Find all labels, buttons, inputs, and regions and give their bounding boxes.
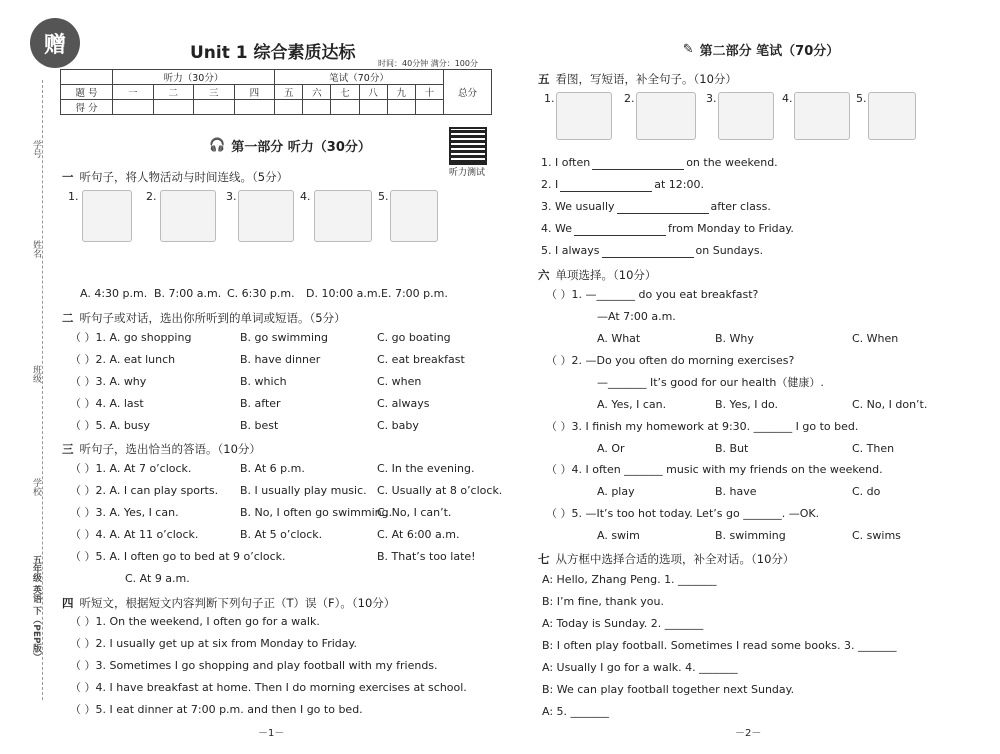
option-b: B. have dinner xyxy=(240,353,321,366)
question-item[interactable]: （ ）1. —_______ do you eat breakfast? xyxy=(546,288,759,301)
spine-xuehao: 学号 xyxy=(31,140,41,158)
sentence-end: on Sundays. xyxy=(695,244,764,257)
cleaning-room-image xyxy=(556,92,612,140)
option-a: A. Or xyxy=(597,442,625,455)
dialogue-line[interactable]: A: Today is Sunday. 2. _______ xyxy=(542,617,704,630)
option-c: C. At 6:00 a.m. xyxy=(377,528,460,541)
option-c: C. At 9 a.m. xyxy=(125,572,190,585)
kids-image xyxy=(160,190,216,242)
option-c: C. Usually at 8 o’clock. xyxy=(377,484,503,497)
question-item[interactable]: （ ）4. A. last xyxy=(70,397,144,410)
section-instruction: 从方框中选择合适的选项，补全对话。（10分） xyxy=(555,552,795,566)
spine-book: 五年级 英语 下（PEP版） xyxy=(31,555,41,662)
option-b: B. swimming xyxy=(715,529,786,542)
page-number: －2－ xyxy=(735,728,762,739)
section-number: 二 xyxy=(62,311,74,325)
answer-blank[interactable] xyxy=(560,181,652,192)
sentence-start: 4. We xyxy=(541,222,572,235)
section-number: 七 xyxy=(538,552,550,566)
spine-xuexiao: 学校 xyxy=(31,478,41,496)
sentence-start: 1. I often xyxy=(541,156,591,169)
option-c: C. In the evening. xyxy=(377,462,475,475)
section-6-heading xyxy=(538,268,656,282)
question-item[interactable]: （ ）4. I have breakfast at home. Then I do morning exercises at school. xyxy=(70,681,467,694)
picture-number: 5. xyxy=(378,190,389,203)
option-b: B. Yes, I do. xyxy=(715,398,779,411)
fill-sentence-1 xyxy=(541,156,778,170)
picture-number: 3. xyxy=(226,190,237,203)
option-a: A. swim xyxy=(597,529,640,542)
girl-reading-image xyxy=(82,190,132,242)
score-row-label: 题 号 xyxy=(61,85,113,100)
time-option: A. 4:30 p.m. xyxy=(80,287,148,300)
score-total-header: 总分 xyxy=(444,70,492,115)
score-cell[interactable] xyxy=(415,100,443,115)
score-cell[interactable] xyxy=(387,100,415,115)
score-col: 十 xyxy=(415,85,443,100)
section-number: 一 xyxy=(62,170,74,184)
section-instruction: 单项选择。（10分） xyxy=(555,268,657,282)
score-col: 六 xyxy=(303,85,331,100)
section-7-heading xyxy=(538,552,794,566)
score-cell[interactable] xyxy=(194,100,235,115)
dialogue-line: B: I’m fine, thank you. xyxy=(542,595,664,608)
page-number: －1－ xyxy=(258,728,285,739)
option-c: C. No, I can’t. xyxy=(377,506,452,519)
answer-blank[interactable] xyxy=(574,225,666,236)
score-col: 二 xyxy=(153,85,194,100)
option-b: B. which xyxy=(240,375,287,388)
headphones-icon: 🎧 xyxy=(209,138,226,153)
score-col: 四 xyxy=(234,85,275,100)
bedroom-image xyxy=(314,190,372,242)
section-instruction: 听句子，选出恰当的答语。（10分） xyxy=(79,442,261,456)
qr-label: 听力测试 xyxy=(449,168,486,178)
option-a: A. play xyxy=(597,485,635,498)
option-c: C. do xyxy=(852,485,881,498)
time-option: D. 10:00 a.m. xyxy=(306,287,382,300)
question-reply: —At 7:00 a.m. xyxy=(597,310,676,323)
time-option: C. 6:30 p.m. xyxy=(227,287,295,300)
question-item[interactable]: （ ）1. A. At 7 o’clock. xyxy=(70,462,192,475)
score-cell[interactable] xyxy=(331,100,359,115)
score-listening-header: 听力（30分） xyxy=(113,70,275,85)
score-cell[interactable] xyxy=(303,100,331,115)
answer-blank[interactable] xyxy=(617,203,709,214)
picture-number: 1. xyxy=(544,92,555,105)
score-row-label: 得 分 xyxy=(61,100,113,115)
picture-number: 5. xyxy=(856,92,867,105)
section-number: 四 xyxy=(62,596,74,610)
score-col: 七 xyxy=(331,85,359,100)
question-item[interactable]: （ ）2. A. eat lunch xyxy=(70,353,176,366)
dancing-image xyxy=(868,92,916,140)
option-b: B. after xyxy=(240,397,281,410)
section-1-heading xyxy=(62,170,288,184)
spine-banji: 班级 xyxy=(31,365,41,383)
spine-xingming: 姓名 xyxy=(31,240,41,258)
section-instruction: 看图，写短语，补全句子。（10分） xyxy=(555,72,737,86)
pencil-icon: ✎ xyxy=(682,42,694,57)
option-b: B. Why xyxy=(715,332,754,345)
time-option: B. 7:00 a.m. xyxy=(154,287,222,300)
section-instruction: 听短文，根据短文内容判断下列句子正（T）误（F）。（10分） xyxy=(79,596,396,610)
answer-blank[interactable] xyxy=(602,247,694,258)
classroom-image xyxy=(794,92,850,140)
option-c: C. baby xyxy=(377,419,419,432)
dialogue-line[interactable]: A: Usually I go for a walk. 4. _______ xyxy=(542,661,738,674)
fill-sentence-3 xyxy=(541,200,771,214)
question-item[interactable]: （ ）5. A. busy xyxy=(70,419,151,432)
score-cell[interactable] xyxy=(234,100,275,115)
option-b: B. go swimming xyxy=(240,331,328,344)
dialogue-line[interactable]: A: Hello, Zhang Peng. 1. _______ xyxy=(542,573,717,586)
option-b: B. At 5 o’clock. xyxy=(240,528,323,541)
question-item[interactable]: （ ）1. A. go shopping xyxy=(70,331,192,344)
fill-sentence-5 xyxy=(541,244,763,258)
score-cell[interactable] xyxy=(275,100,303,115)
score-cell[interactable] xyxy=(153,100,194,115)
gift-badge: 赠 xyxy=(30,18,80,68)
sentence-end: after class. xyxy=(710,200,771,213)
score-col: 三 xyxy=(194,85,235,100)
option-c: C. always xyxy=(377,397,430,410)
picture-number: 2. xyxy=(624,92,635,105)
sentence-start: 2. I xyxy=(541,178,559,191)
question-item[interactable]: （ ）3. I finish my homework at 9:30. _______ I go to bed. xyxy=(546,420,859,433)
sentence-end: on the weekend. xyxy=(686,156,778,169)
option-b: B. No, I often go swimming. xyxy=(240,506,393,519)
picture-number: 4. xyxy=(782,92,793,105)
page-title: Unit 1 综合素质达标 xyxy=(190,43,356,63)
section-4-heading xyxy=(62,596,395,610)
picture-number: 2. xyxy=(146,190,157,203)
question-reply: —_______ It’s good for our health（健康）. xyxy=(597,376,824,389)
score-col: 一 xyxy=(113,85,154,100)
option-c: C. swims xyxy=(852,529,901,542)
option-a: A. What xyxy=(597,332,641,345)
question-item[interactable]: （ ）2. —Do you often do morning exercises? xyxy=(546,354,795,367)
question-item[interactable]: （ ）5. I eat dinner at 7:00 p.m. and then I go to bed. xyxy=(70,703,363,716)
kids-playing-image xyxy=(718,92,774,140)
option-c: C. go boating xyxy=(377,331,451,344)
question-item[interactable]: （ ）5. A. I often go to bed at 9 o’clock. xyxy=(70,550,286,563)
question-item[interactable]: （ ）4. A. At 11 o’clock. xyxy=(70,528,199,541)
section-2-heading xyxy=(62,311,346,325)
question-item[interactable]: （ ）2. I usually get up at six from Monday to Friday. xyxy=(70,637,357,650)
question-item[interactable]: （ ）1. On the weekend, I often go for a walk. xyxy=(70,615,320,628)
section-instruction: 听句子，将人物活动与时间连线。（5分） xyxy=(79,170,289,184)
option-b: B. best xyxy=(240,419,279,432)
time-score-info: 时间：40分钟 满分：100分 xyxy=(378,59,478,68)
question-item[interactable]: （ ）5. —It’s too hot today. Let’s go _______. —OK. xyxy=(546,507,820,520)
family-image xyxy=(238,190,294,242)
picture-number: 4. xyxy=(300,190,311,203)
option-c: C. when xyxy=(377,375,422,388)
score-table xyxy=(60,69,492,115)
score-cell[interactable] xyxy=(113,100,154,115)
sentence-end: at 12:00. xyxy=(654,178,704,191)
option-b: B. I usually play music. xyxy=(240,484,367,497)
option-c: C. No, I don’t. xyxy=(852,398,928,411)
score-cell[interactable] xyxy=(359,100,387,115)
option-c: C. eat breakfast xyxy=(377,353,465,366)
section-number: 五 xyxy=(538,72,550,86)
option-c: C. Then xyxy=(852,442,895,455)
score-col: 五 xyxy=(275,85,303,100)
option-b: B. At 6 p.m. xyxy=(240,462,305,475)
section-number: 六 xyxy=(538,268,550,282)
question-item[interactable]: （ ）2. A. I can play sports. xyxy=(70,484,219,497)
section-instruction: 听句子或对话，选出你所听到的单词或短语。（5分） xyxy=(79,311,346,325)
score-col: 八 xyxy=(359,85,387,100)
option-b: B. But xyxy=(715,442,749,455)
fill-sentence-4 xyxy=(541,222,794,236)
lunch-clock-image xyxy=(636,92,696,140)
shopping-image xyxy=(390,190,438,242)
option-a: A. Yes, I can. xyxy=(597,398,667,411)
section-5-heading xyxy=(538,72,737,86)
dialogue-line[interactable]: A: 5. _______ xyxy=(542,705,610,718)
section-3-heading xyxy=(62,442,261,456)
picture-number: 1. xyxy=(68,190,79,203)
dialogue-line[interactable]: B: I often play football. Sometimes I read some books. 3. _______ xyxy=(542,639,897,652)
option-c: C. When xyxy=(852,332,899,345)
score-writing-header: 笔试（70分） xyxy=(275,70,444,85)
section-number: 三 xyxy=(62,442,74,456)
question-item[interactable]: （ ）3. A. Yes, I can. xyxy=(70,506,179,519)
dialogue-line: B: We can play football together next Sunday. xyxy=(542,683,795,696)
answer-blank[interactable] xyxy=(592,159,684,170)
fill-sentence-2 xyxy=(541,178,704,192)
part2-banner xyxy=(676,40,846,59)
score-col: 九 xyxy=(387,85,415,100)
sentence-start: 3. We usually xyxy=(541,200,615,213)
time-option: E. 7:00 p.m. xyxy=(381,287,448,300)
question-item[interactable]: （ ）3. Sometimes I go shopping and play football with my friends. xyxy=(70,659,438,672)
part1-title: 第一部分 听力（30分） xyxy=(231,140,371,155)
sentence-end: from Monday to Friday. xyxy=(668,222,794,235)
question-item[interactable]: （ ）4. I often _______ music with my friends on the weekend. xyxy=(546,463,883,476)
part1-banner xyxy=(190,136,390,155)
picture-number: 3. xyxy=(706,92,717,105)
qr-code-icon[interactable] xyxy=(449,127,487,165)
sentence-start: 5. I always xyxy=(541,244,600,257)
question-item[interactable]: （ ）3. A. why xyxy=(70,375,147,388)
option-b: B. have xyxy=(715,485,757,498)
part2-title: 第二部分 笔试（70分） xyxy=(699,44,840,59)
option-b: B. That’s too late! xyxy=(377,550,476,563)
binding-margin xyxy=(0,0,48,754)
